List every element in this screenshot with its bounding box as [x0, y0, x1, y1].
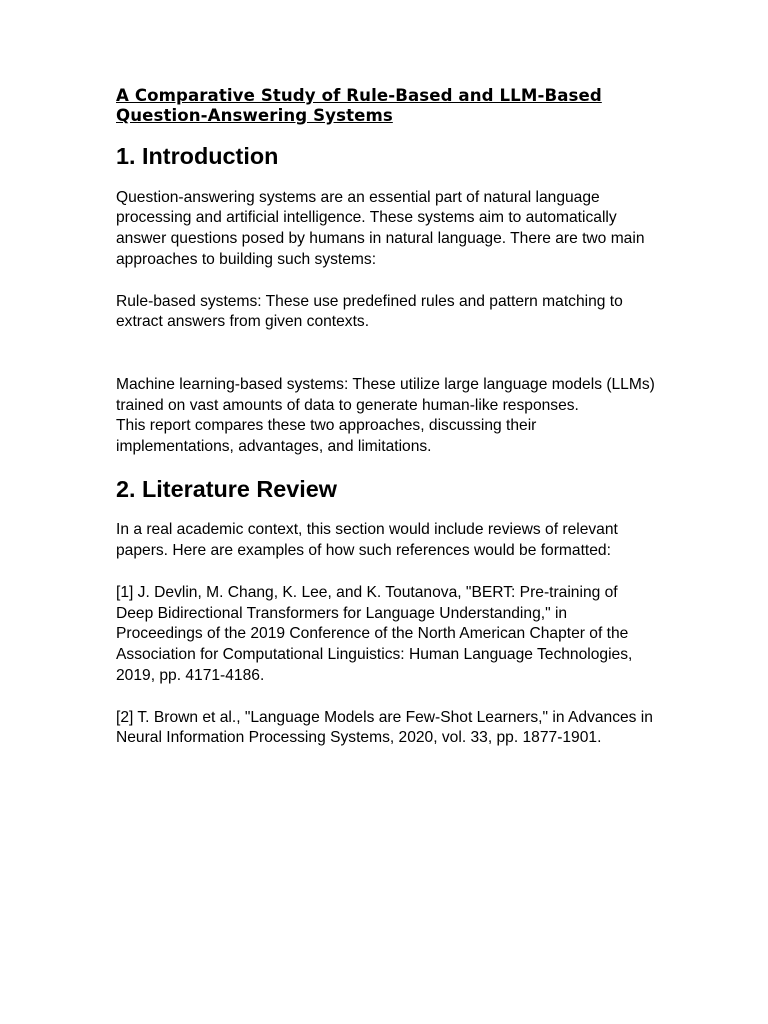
document-title — [116, 86, 656, 126]
document-body — [116, 86, 656, 749]
spacer — [116, 167, 656, 188]
reference-2: [2] T. Brown et al., "Language Models are Few-Shot Learners," in Advances in Neural Information Processing Systems, 2020, vol. 33, pp. 1877-1901. — [116, 708, 653, 747]
spacer — [116, 271, 656, 292]
intro-paragraph-rule-based: Rule-based systems: These use predefined rules and pattern matching to extract answers from given contexts. — [116, 292, 623, 331]
literature-paragraph-1: In a real academic context, this section would include reviews of relevant papers. Here are examples of how such references would be formatted: — [116, 521, 618, 560]
spacer — [116, 562, 656, 583]
spacer — [116, 687, 656, 708]
intro-paragraph-ml-based: Machine learning-based systems: These utilize large language models (LLMs) trained on vast amounts of data to generate human-like responses. — [116, 375, 655, 414]
spacer — [116, 333, 656, 375]
intro-paragraph-1: Question-answering systems are an essential part of natural language processing and artificial intelligence. These systems aim to automatically answer questions posed by humans in natural language. There are two main approaches to building such systems: — [116, 188, 645, 268]
intro-paragraph-report-summary: This report compares these two approaches, discussing their implementations, advantages, and limitations. — [116, 417, 537, 456]
title-line-1: A Comparative Study of Rule-Based and LLM-Based — [116, 86, 602, 105]
reference-1: [1] J. Devlin, M. Chang, K. Lee, and K. Toutanova, "BERT: Pre-training of Deep Bidirectional Transformers for Language Understanding," in Proceedings of the 2019 Conference of the North American Chapter of the Association for Computational Linguistics: Human Language Technologies, 2019, pp. 4171-4186. — [116, 583, 633, 684]
section-heading-introduction: 1. Introduction — [116, 143, 279, 169]
spacer — [116, 500, 656, 521]
title-line-2: Question-Answering Systems — [116, 106, 393, 125]
section-heading-literature-review: 2. Literature Review — [116, 475, 338, 502]
